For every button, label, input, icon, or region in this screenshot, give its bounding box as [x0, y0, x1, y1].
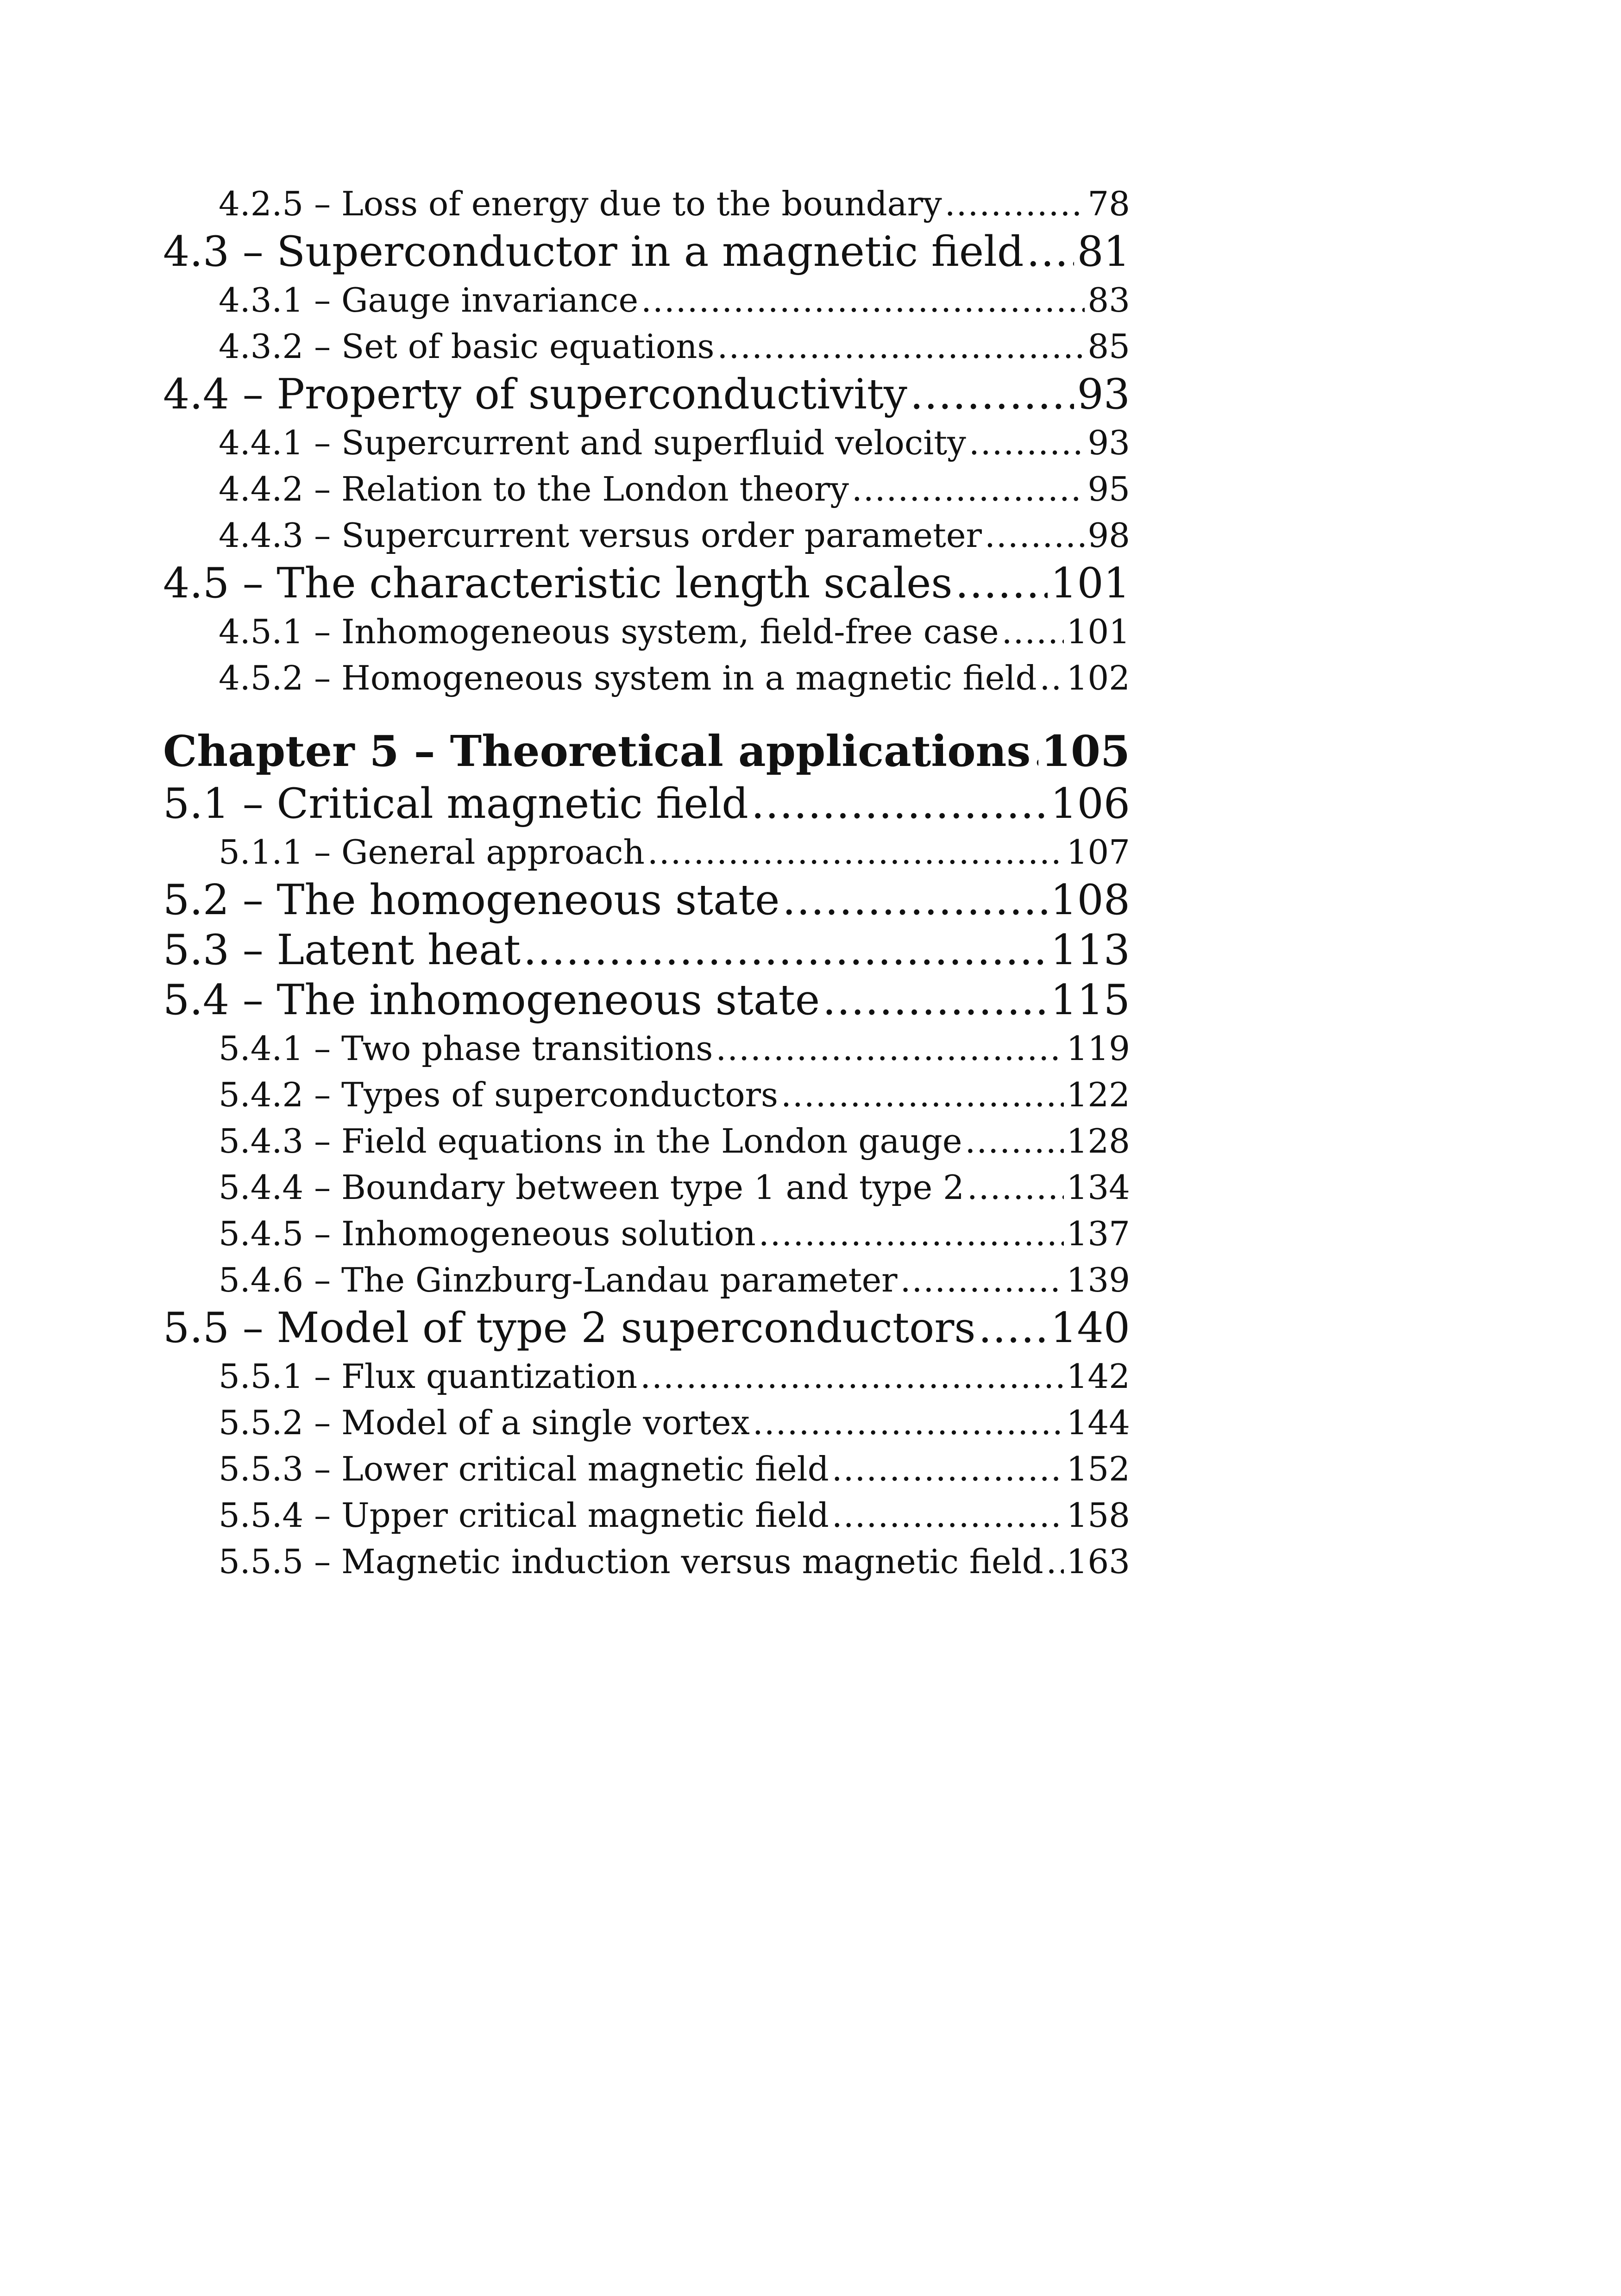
dot-leader [832, 1446, 1064, 1492]
toc-entry-title: 5.4.4 – Boundary between type 1 and type 2 [219, 1168, 964, 1207]
dot-leader [823, 975, 1048, 1025]
dot-leader [955, 558, 1048, 609]
toc-entry-5-4-1[interactable] [163, 1025, 1130, 1072]
toc-entry-page: 83 [1087, 281, 1130, 320]
toc-entry-title: 5.5.3 – Lower critical magnetic field [219, 1449, 829, 1488]
toc-entry-title: 5.4.5 – Inhomogeneous solution [219, 1214, 756, 1253]
toc-entry-5-5-5[interactable] [163, 1538, 1130, 1585]
table-of-contents [163, 181, 1130, 1585]
dot-leader [965, 1118, 1063, 1164]
toc-entry-page: 105 [1041, 726, 1130, 776]
toc-entry-page: 137 [1066, 1214, 1130, 1253]
toc-entry-title: 4.5 – The characteristic length scales [163, 559, 953, 608]
toc-entry-title: Chapter 5 – Theoretical applications [163, 726, 1031, 776]
toc-entry-4-5-2[interactable] [163, 655, 1130, 701]
toc-entry-page: 85 [1087, 327, 1130, 366]
toc-entry-title: 5.4.1 – Two phase transitions [219, 1029, 713, 1068]
dot-leader [1002, 609, 1064, 655]
toc-entry-4-3-1[interactable] [163, 277, 1130, 323]
toc-entry-page: 102 [1066, 659, 1130, 697]
toc-entry-page: 101 [1050, 559, 1130, 608]
dot-leader [1046, 1538, 1064, 1585]
toc-entry-title: 5.2 – The homogeneous state [163, 876, 780, 924]
dot-leader [967, 1164, 1064, 1211]
toc-entry-4-3-2[interactable] [163, 323, 1130, 370]
toc-entry-5-3[interactable] [163, 925, 1130, 975]
toc-entry-5-4[interactable] [163, 975, 1130, 1025]
dot-leader [852, 466, 1085, 512]
toc-entry-page: 158 [1066, 1496, 1130, 1535]
toc-entry-page: 128 [1066, 1122, 1130, 1161]
toc-entry-page: 142 [1066, 1357, 1130, 1396]
dot-leader [641, 277, 1085, 323]
toc-entry-title: 5.4.6 – The Ginzburg-Landau parameter [219, 1261, 898, 1299]
toc-entry-5-5-4[interactable] [163, 1492, 1130, 1538]
toc-entry-title: 5.5.2 – Model of a single vortex [219, 1403, 750, 1442]
toc-entry-page: 113 [1050, 926, 1130, 974]
toc-entry-page: 115 [1050, 976, 1130, 1024]
dot-leader [751, 779, 1048, 829]
toc-entry-4-3[interactable] [163, 227, 1130, 277]
toc-entry-page: 101 [1066, 612, 1130, 651]
toc-entry-page: 139 [1066, 1261, 1130, 1299]
dot-leader [832, 1492, 1064, 1538]
dot-leader [716, 1025, 1063, 1072]
toc-entry-title: 4.2.5 – Loss of energy due to the boundary [219, 184, 942, 223]
dot-leader [717, 323, 1085, 370]
dot-leader [1027, 227, 1074, 277]
toc-entry-title: 4.4.2 – Relation to the London theory [219, 470, 849, 508]
toc-entry-title: 5.5.1 – Flux quantization [219, 1357, 638, 1396]
toc-entry-title: 4.4 – Property of superconductivity [163, 370, 907, 419]
toc-entry-page: 122 [1066, 1075, 1130, 1114]
toc-entry-title: 5.3 – Latent heat [163, 926, 521, 974]
toc-entry-page: 108 [1050, 876, 1130, 924]
toc-entry-5-5-1[interactable] [163, 1353, 1130, 1399]
toc-entry-page: 95 [1087, 470, 1130, 508]
toc-entry-title: 5.1 – Critical magnetic field [163, 779, 748, 828]
toc-entry-5-5-2[interactable] [163, 1399, 1130, 1446]
toc-entry-5-4-4[interactable] [163, 1164, 1130, 1211]
toc-entry-title: 4.5.1 – Inhomogeneous system, field-free case [219, 612, 999, 651]
toc-entry-title: 4.5.2 – Homogeneous system in a magnetic field [219, 659, 1037, 697]
dot-leader [979, 1303, 1048, 1353]
dot-leader [910, 370, 1074, 420]
toc-entry-title: 4.3.2 – Set of basic equations [219, 327, 715, 366]
toc-entry-page: 81 [1077, 227, 1130, 276]
toc-entry-title: 5.1.1 – General approach [219, 833, 645, 872]
toc-entry-5-4-6[interactable] [163, 1257, 1130, 1303]
toc-entry-page: 152 [1066, 1449, 1130, 1488]
toc-entry-title: 5.4 – The inhomogeneous state [163, 976, 820, 1024]
toc-entry-4-4-2[interactable] [163, 466, 1130, 512]
toc-entry-5-1[interactable] [163, 779, 1130, 829]
toc-entry-page: 78 [1087, 184, 1130, 223]
dot-leader [523, 925, 1048, 975]
dot-leader [781, 1072, 1064, 1118]
toc-entry-5-5-3[interactable] [163, 1446, 1130, 1492]
dot-leader [640, 1353, 1063, 1399]
toc-entry-title: 5.4.3 – Field equations in the London gauge [219, 1122, 962, 1161]
toc-entry-page: 140 [1050, 1304, 1130, 1352]
dot-leader [782, 875, 1048, 925]
dot-leader [753, 1399, 1064, 1446]
toc-entry-page: 144 [1066, 1403, 1130, 1442]
toc-entry-4-4-3[interactable] [163, 512, 1130, 558]
toc-entry-title: 4.3.1 – Gauge invariance [219, 281, 639, 320]
toc-entry-5-4-2[interactable] [163, 1072, 1130, 1118]
toc-entry-page: 163 [1066, 1542, 1130, 1581]
dot-leader [900, 1257, 1064, 1303]
toc-entry-title: 4.4.3 – Supercurrent versus order parameter [219, 516, 982, 555]
dot-leader [759, 1211, 1064, 1257]
toc-entry-title: 5.5.4 – Upper critical magnetic field [219, 1496, 829, 1535]
toc-entry-page: 107 [1066, 833, 1130, 872]
toc-entry-5-4-5[interactable] [163, 1211, 1130, 1257]
toc-entry-title: 5.5 – Model of type 2 superconductors [163, 1304, 976, 1352]
toc-entry-page: 119 [1066, 1029, 1130, 1068]
dot-leader [1040, 655, 1064, 701]
toc-entry-title: 4.4.1 – Supercurrent and superfluid velocity [219, 423, 966, 462]
toc-entry-4-5-1[interactable] [163, 609, 1130, 655]
toc-entry-page: 93 [1087, 423, 1130, 462]
toc-entry-5-2[interactable] [163, 875, 1130, 925]
toc-entry-4-5[interactable] [163, 558, 1130, 609]
toc-entry-chapter-5[interactable] [163, 723, 1130, 779]
toc-entry-title: 5.4.2 – Types of superconductors [219, 1075, 779, 1114]
toc-entry-title: 4.3 – Superconductor in a magnetic field [163, 227, 1024, 276]
dot-leader [647, 829, 1064, 875]
toc-entry-page: 134 [1066, 1168, 1130, 1207]
toc-entry-4-4[interactable] [163, 370, 1130, 420]
toc-entry-page: 106 [1050, 779, 1130, 828]
toc-entry-page: 93 [1077, 370, 1130, 419]
dot-leader [985, 512, 1085, 558]
toc-entry-5-5[interactable] [163, 1303, 1130, 1353]
dot-leader [969, 420, 1085, 466]
toc-entry-4-2-5[interactable] [163, 181, 1130, 227]
toc-entry-4-4-1[interactable] [163, 420, 1130, 466]
toc-entry-page: 98 [1087, 516, 1130, 555]
toc-entry-5-1-1[interactable] [163, 829, 1130, 875]
toc-entry-title: 5.5.5 – Magnetic induction versus magnetic field [219, 1542, 1043, 1581]
toc-entry-5-4-3[interactable] [163, 1118, 1130, 1164]
dot-leader [945, 181, 1085, 227]
dot-leader [1033, 723, 1038, 779]
